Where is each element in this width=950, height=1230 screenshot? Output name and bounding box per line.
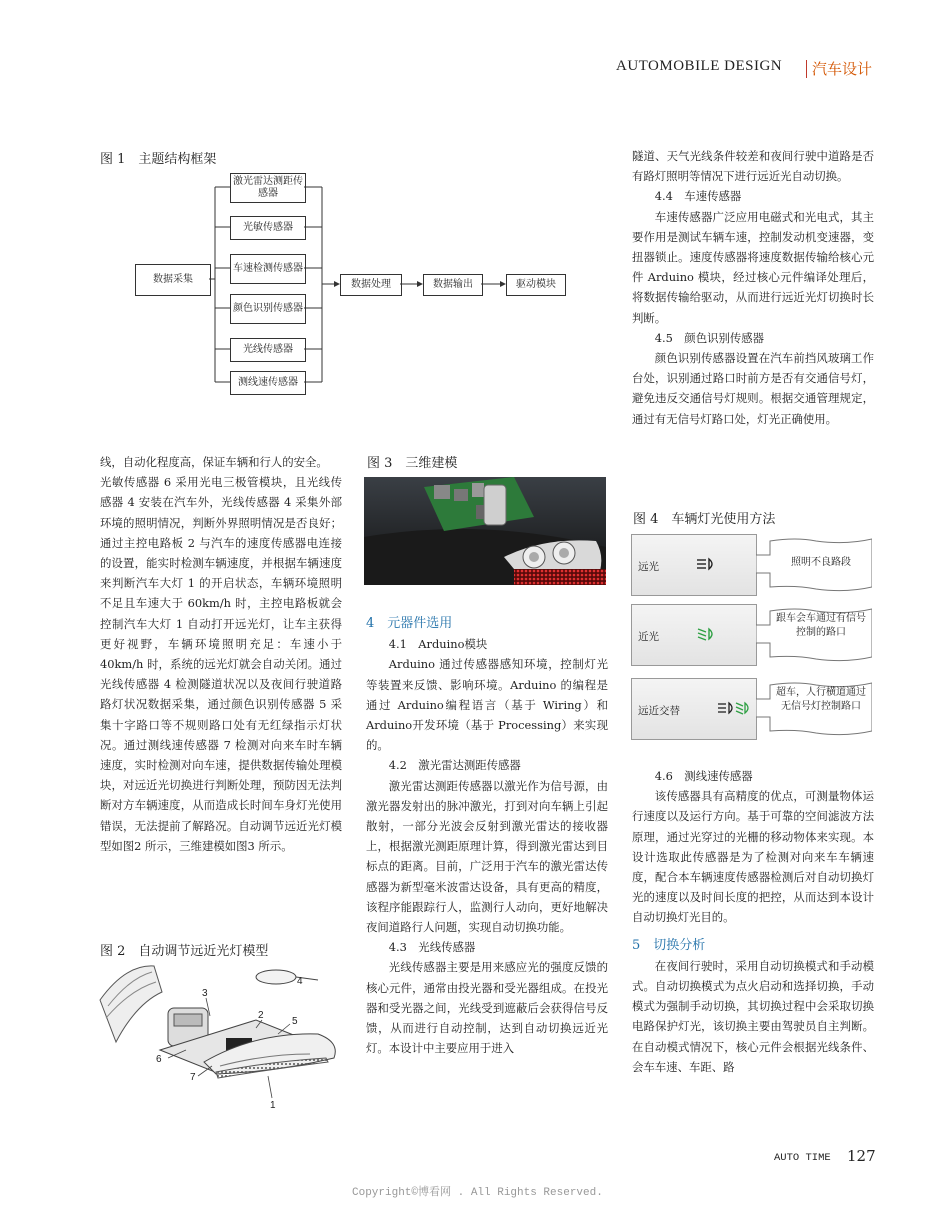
column-1 [100, 452, 342, 856]
s5-text: 在夜间行驶时，采用自动切换模式和手动模式。自动切换模式为点火启动和选择切换，手动模式为强制手动切换，其切换过程中会采取切换电路保护灯光，该切换主要由驾驶员自主判断。在自动模式情况下，核心元件会根据光线条件、会车车速、车距、路 [632, 958, 874, 1074]
box-data-processing: 数据处理 [340, 274, 402, 296]
copyright-notice: Copyright©博看网 . All Rights Reserved. [352, 1187, 603, 1199]
fig4-title: 图 4 车辆灯光使用方法 [633, 512, 776, 527]
section-5-heading: 5 切换分析 [632, 937, 706, 953]
fig2-title: 图 2 自动调节远近光灯模型 [100, 944, 269, 959]
box-photosensitive-sensor: 光敏传感器 [230, 216, 306, 240]
s44-title: 4.4 车速传感器 [654, 189, 742, 204]
box-light-sensor: 光线传感器 [230, 338, 306, 362]
fig2-label-6: 6 [156, 1054, 162, 1065]
s41-text: Arduino 通过传感器感知环境，控制灯光等装置来反馈、影响环境。Arduino 的编程是通过 Arduino编程语言（基于 Wiring）和 Arduino开发环境（基于 Processing）来实现的。 [366, 657, 608, 753]
fig4-row-high-beam [631, 534, 757, 596]
mode-label: 近光 [638, 631, 659, 643]
fig2-label-3: 3 [202, 988, 208, 999]
s41-title: 4.1 Arduino模块 [388, 637, 488, 652]
box-color-sensor: 颜色识别传感器 [230, 294, 306, 324]
alternate-beam-icon [718, 701, 752, 715]
box-speed-sensor: 车速检测传感器 [230, 254, 306, 284]
box-drive-module: 驱动模块 [506, 274, 566, 296]
s45-title: 4.5 颜色识别传感器 [654, 330, 765, 345]
s44-text: 车速传感器广泛应用电磁式和光电式，其主要作用是测试车辆车速，控制发动机变速器，变扭器锁止。速度传感器将速度数据传输给核心元件 Arduino 模块，经过核心元件编译处理后，将数据传输给驱动，从而进行远近光灯切换时长判断。 [632, 209, 874, 325]
fig4-row-low-beam [631, 604, 757, 666]
low-beam-icon [696, 627, 716, 641]
fig3-3d-render [364, 477, 606, 585]
s42-title: 4.2 激光雷达测距传感器 [388, 758, 521, 773]
fig1-title: 图 1 主题结构框架 [100, 152, 217, 167]
col3-para-0: 隧道、天气光线条件较差和夜间行驶中道路是否有路灯照明等情况下进行远近光自动切换。 [632, 149, 874, 184]
usage-high-beam: 照明不良路段 [791, 557, 851, 568]
box-lidar-sensor: 激光雷达测距传感器 [230, 173, 306, 203]
s43-text: 光线传感器主要是用来感应光的强度反馈的核心元件，通常由投光器和受光器组成。在投光器和受光器之间，光线受到遮蔽后会获得信号反馈，从而进行自动控制，达到自动切换远近光灯。本设计中主要应用于进入 [366, 960, 608, 1056]
usage-low-beam: 跟车会车通过有信号控制的路口 [776, 613, 866, 638]
fig2-headlamp-diagram [96, 962, 346, 1112]
fig2-label-5: 5 [292, 1016, 298, 1027]
fig2-label-2: 2 [258, 1010, 264, 1021]
journal-title-en: AUTOMOBILE DESIGN [616, 58, 783, 74]
section-4-heading: 4 元器件选用 [366, 616, 453, 631]
fig2-label-7: 7 [190, 1072, 196, 1083]
column-2 [366, 614, 608, 1058]
usage-alternate: 超车，人行横道通过无信号灯控制路口 [776, 687, 866, 712]
fig2-label-4: 4 [297, 976, 303, 987]
s45-text: 颜色识别传感器设置在汽车前挡风玻璃工作台处，识别通过路口时前方是否有交通信号灯，避免违反交通信号灯规则。根据交通管理规定，通过有无信号灯路口处，灯光正确使用。 [632, 351, 874, 426]
fig3-title: 图 3 三维建模 [367, 456, 458, 471]
footer-journal-label: AUTO TIME [774, 1152, 831, 1164]
fig2-label-1: 1 [270, 1100, 276, 1111]
s46-title: 4.6 测线速传感器 [654, 769, 753, 783]
s43-title: 4.3 光线传感器 [388, 940, 476, 955]
box-data-collection: 数据采集 [135, 264, 211, 296]
mode-label: 远光 [638, 561, 659, 573]
s42-text: 激光雷达测距传感器以激光作为信号源，由激光器发射出的脉冲激光，打到对向车辆上引起散射，一部分光波会反射到激光雷达的接收器上，根据激光测距原理计算，得到激光雷达到目标点的距离。目前，广泛用于汽车的激光雷达传感器为新型毫米波雷达设备，具有更高的精度，该程序能跟踪行人，监测行人动向，更好地解决夜间道路行人问题，实现自动切换功能。 [366, 778, 608, 935]
mode-label: 远近交替 [638, 705, 680, 717]
col1-para-0: 线，自动化程度高，保证车辆和行人的安全。 [100, 455, 328, 469]
box-data-output: 数据输出 [423, 274, 483, 296]
s46-text: 该传感器具有高精度的优点，可测量物体运行速度以及运行方向。基于可靠的空间滤波方法原理，通过光穿过的光栅的移动物体来实现。本设计选取此传感器是为了检测对向来车车辆速度，配合本车辆速度传感器检测后对自动切换灯光的速度以及时间长度的把控，从而达到本设计自动切换灯光目的。 [632, 789, 874, 925]
journal-title-cn: 汽车设计 [812, 60, 873, 78]
fig4-row-alternate [631, 678, 757, 740]
page-number: 127 [847, 1147, 876, 1165]
col1-para-1: 光敏传感器 6 采用光电三极管模块，且光线传感器 4 安装在汽车外，光线传感器 4 采集外部环境的照明情况，判断外界照明情况是否良好；通过主控电路板 2 与汽车的速度传感器电连接的设置，能实时检测车辆速度，并根据车辆速度来判断汽车大灯 1 的开启状态，车辆环境照明不足且车速大于 60km/h 时，主控电路板就会控制汽车大灯 1 自动打开远光灯，让车主获得更好视野，车辆环境照明充足：车速小于 40km/h 时，系统的远光灯就会自动关闭。通过光线传感器 4 检测隧道状况以及夜间行驶道路路灯状况数据采集，通过颜色识别传感器 5 采集十字路口等不规则路口处有无红绿指示灯状况。通过测线速传感器 7 检测对向来车时车辆速度，实时检测对向车速，提供数据传输处理模块，对远近光切换进行判断处理，预防因无法判断对方车辆速度，从而造成长时间车身灯光使用错误，无法提前了解路况。自动调节远近光灯模型如图2 所示，三维建模如图3 所示。 [100, 475, 342, 853]
column-3-upper [632, 146, 874, 429]
high-beam-icon [696, 557, 716, 571]
column-3-lower [632, 766, 874, 1077]
box-line-speed-sensor: 测线速传感器 [230, 371, 306, 395]
